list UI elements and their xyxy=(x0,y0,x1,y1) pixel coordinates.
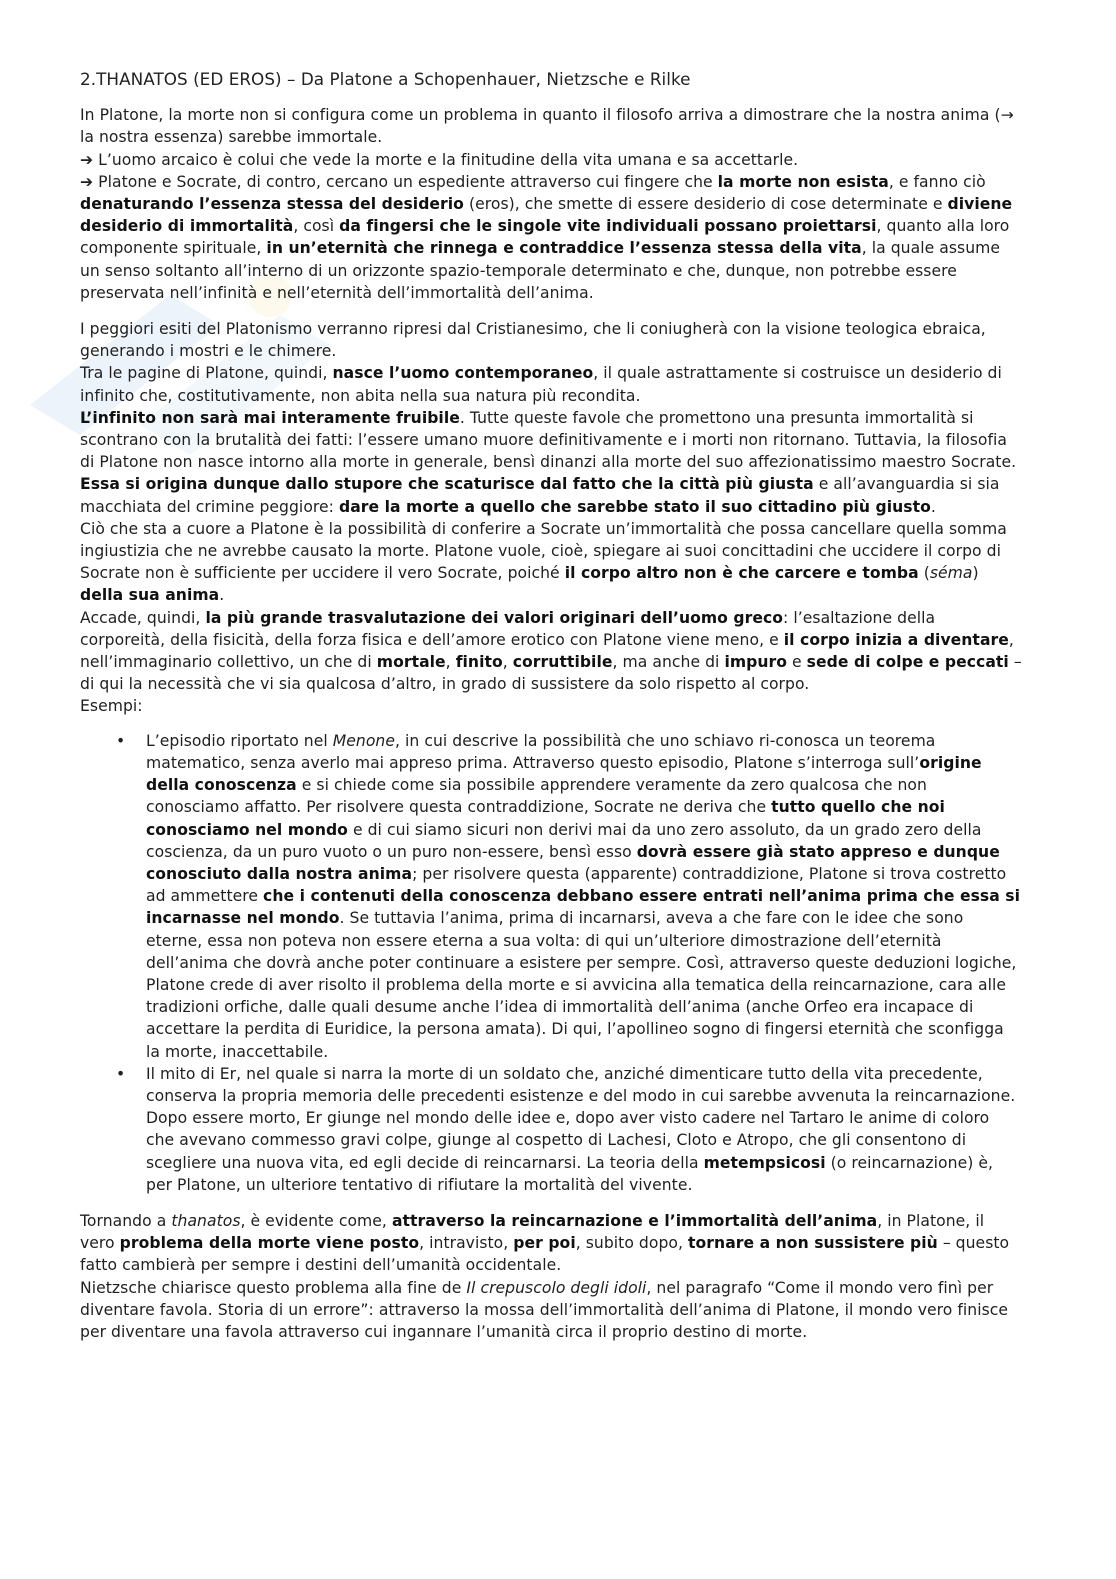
bold-text: tutto quello che noi conosciamo nel mondo xyxy=(146,798,945,839)
text: e all’avanguardia si sia macchiata del crimine peggiore: xyxy=(80,475,1000,516)
bold-text: nasce l’uomo contemporaneo xyxy=(332,364,594,383)
bold-text: da fingersi che le singole vite individuali possano proiettarsi xyxy=(339,217,877,236)
paragraph-platonism xyxy=(80,318,1022,718)
text: , nel paragrafo “Come il mondo vero finì per diventare favola. Storia di un errore”: attraverso la mossa dell’immortalità dell’anima di Platone, il mondo vero finisce per diventare una favola attraverso cui ingannare l’umanità circa il proprio destino di morte. xyxy=(80,1278,1009,1341)
bold-text: la morte non esista xyxy=(717,172,889,191)
text: Ciò che sta a cuore a Platone è la possibilità di conferire a Socrate un’immortalità che possa cancellare quella somma ingiustizia che ne avrebbe causato la morte. Platone vuole, cioè, spiegare ai suoi concittadini che uccidere il corpo di Socrate non è sufficiente per uccidere il vero Socrate, poiché xyxy=(80,519,1007,583)
text: . Se tuttavia l’anima, prima di incarnarsi, aveva a che fare con le idee che sono eterne, essa non poteva non essere eterna a sua volta: di qui un’ulteriore dimostrazione dell’eternità dell’anima che dovrà anche poter continuare a esistere per sempre. Così, attraverso queste deduzioni logiche, Platone crede di aver risolto il problema della morte e si avvicina alla tematica della reincarnazione, cara alle tradizioni orfiche, dalle quali desume anche l’idea di immortalità dell’anima (anche Orfeo era incapace di accettare la perdita di Euridice, la persona amata). Di qui, l’apollineo sogno di fingersi eternità che sconfigga la morte, inaccettabile. xyxy=(146,909,1017,1061)
text: . xyxy=(930,497,936,516)
bold-text: corruttibile xyxy=(512,653,613,672)
paragraph-contemporary-man xyxy=(80,362,1022,406)
bold-text: sede di colpe e peccati xyxy=(806,653,1009,672)
bold-text: impuro xyxy=(724,653,787,672)
text: ) xyxy=(972,564,979,583)
bold-text: il corpo altro non è che carcere e tomba xyxy=(564,564,919,583)
bold-text: per poi xyxy=(513,1234,576,1253)
text: L’episodio riportato nel xyxy=(146,731,333,750)
text: Accade, quindi, xyxy=(80,608,206,627)
text: Nietzsche chiarisce questo problema alla fine de xyxy=(80,1278,467,1297)
text: Tra le pagine di Platone, quindi, xyxy=(80,364,333,383)
text: L’uomo arcaico è colui che vede la morte e la finitudine della vita umana e sa accettarle. xyxy=(98,150,799,169)
bold-text: in un’eternità che rinnega e contraddice l’essenza stessa della vita xyxy=(266,239,862,258)
paragraph-thanatos xyxy=(80,1210,1022,1343)
examples-list xyxy=(80,730,1022,1196)
bold-text: la più grande trasvalutazione dei valori originari dell’uomo greco xyxy=(205,608,784,627)
italic-text: Menone xyxy=(332,731,396,750)
text: Tornando a xyxy=(80,1211,172,1230)
text: , intravisto, xyxy=(419,1234,514,1253)
bold-text: che i contenuti della conoscenza debbano essere entrati nell’anima prima che essa si incarnasse nel mondo xyxy=(146,887,1021,928)
document-page xyxy=(80,68,1022,1343)
paragraph-transvaluation xyxy=(80,607,1022,696)
examples-label: Esempi: xyxy=(80,697,143,716)
arrow-icon: ➔ xyxy=(80,150,99,169)
paragraph-socrates xyxy=(80,518,1022,607)
bold-text: denaturando l’essenza stessa del desiderio xyxy=(80,195,464,214)
text: . xyxy=(219,586,225,605)
bold-text: mortale xyxy=(376,653,446,672)
text: . Tutte queste favole che promettono una presunta immortalità si scontrano con la brutalità dei fatti: l’essere umano muore definitivamente e i morti non ritornano. Tuttavia, la filosofia di Platone non nasce intorno alla morte in generale, bensì dinanzi alla morte del suo affezionatissimo maestro Socrate. xyxy=(80,408,1017,472)
bold-text: della sua anima xyxy=(80,586,220,605)
bold-text: L’infinito non sarà mai interamente fruibile xyxy=(80,408,460,427)
bold-text: il corpo inizia a diventare xyxy=(783,630,1009,649)
italic-text: thanatos xyxy=(171,1211,241,1230)
paragraph-nietzsche xyxy=(80,1277,1022,1344)
arrow-icon: ➔ xyxy=(80,172,99,191)
bold-text: diviene desiderio di immortalità xyxy=(80,195,1013,236)
bold-text: metempsicosi xyxy=(703,1153,826,1172)
bold-text: problema della morte viene posto xyxy=(119,1234,420,1253)
paragraph-archaic-man xyxy=(80,149,1022,171)
text: (o reincarnazione) è, per Platone, un ulteriore tentativo di rifiutare la mortalità del vivente. xyxy=(146,1153,994,1194)
text: e xyxy=(787,653,807,672)
italic-text: séma xyxy=(929,564,973,583)
text: Il mito di Er, nel quale si narra la morte di un soldato che, anziché dimenticare tutto della vita precedente, conserva la propria memoria delle precedenti esistenze e del modo in cui sarebbe avvenuta la reincarnazione. Dopo essere morto, Er giunge nel mondo delle idee e, dopo aver visto cadere nel Tartaro le anime di coloro che avevano commesso gravi colpe, giunge al cospetto di Lachesi, Cloto e Atropo, che gli consentono di scegliere una nuova vita, ed egli decide di reincarnarsi. La teoria della xyxy=(146,1064,1016,1172)
text: e si chiede come sia possibile apprendere veramente da zero qualcosa che non conosciamo affatto. Per risolvere questa contraddizione, Socrate ne deriva che xyxy=(146,776,927,817)
text: , quanto alla loro componente spirituale, xyxy=(80,217,1010,258)
bold-text: attraverso la reincarnazione e l’immortalità dell’anima xyxy=(391,1211,878,1230)
italic-text: Il crepuscolo degli idoli xyxy=(466,1278,647,1297)
paragraph-intro xyxy=(80,104,1022,304)
text: Platone e Socrate, di contro, cercano un espediente attraverso cui fingere che xyxy=(98,172,718,191)
text: (eros), che smette di essere desiderio di cose determinate e xyxy=(463,195,948,214)
text: , xyxy=(502,653,513,672)
list-item-menone xyxy=(146,730,1022,1063)
bold-text: dare la morte a quello che sarebbe stato il suo cittadino più giusto xyxy=(338,497,931,516)
text: – questo fatto cambierà per sempre i destini dell’umanità occidentale. xyxy=(80,1234,1010,1275)
text: ; per risolvere questa (apparente) contraddizione, Platone si trova costretto ad ammettere xyxy=(146,864,1007,906)
text: , così xyxy=(293,217,340,236)
text: , in Platone, il vero xyxy=(80,1211,985,1253)
text: , è evidente come, xyxy=(240,1211,392,1230)
text: : l’esaltazione della corporeità, della fisicità, della forza fisica e dell’amore erotico con Platone viene meno, e xyxy=(80,608,936,649)
paragraph-conclusion xyxy=(80,1210,1022,1277)
bold-text: dovrà essere già stato appreso e dunque conosciuto dalla nostra anima xyxy=(146,842,1000,883)
document-heading: 2.THANATOS (ED EROS) – Da Platone a Schopenhauer, Nietzsche e Rilke xyxy=(80,69,691,89)
paragraph-infinite xyxy=(80,407,1022,518)
text: , in cui descrive la possibilità che uno schiavo ri-conosca un teorema matematico, senza averlo mai appreso prima. Attraverso questo episodio, Platone s’interroga sull’ xyxy=(146,731,936,772)
text: , il quale astrattamente si costruisce un desiderio di infinito che, costitutivamente, non abita nella sua natura più recondita. xyxy=(80,364,1002,405)
bold-text: finito xyxy=(455,653,503,672)
text: , xyxy=(445,653,456,672)
text: , ma anche di xyxy=(612,653,725,672)
paragraph-intro-line: In Platone, la morte non si configura come un problema in quanto il filosofo arriva a dimostrare che la nostra anima (→ la nostra essenza) sarebbe immortale. xyxy=(80,106,1014,147)
bold-text: tornare a non sussistere più xyxy=(688,1234,938,1253)
text: – di qui la necessità che vi sia qualcosa d’altro, in grado di sussistere da solo rispetto al corpo. xyxy=(80,653,1022,694)
paragraph-plato-socrates xyxy=(80,171,1022,304)
text: , la quale assume un senso soltanto all’interno di un orizzonte spazio-temporale determinato e che, dunque, non potrebbe essere preservata nell’infinità e nell’eternità dell’immortalità dell’anima. xyxy=(80,239,1001,302)
text: e di cui siamo sicuri non derivi mai da uno zero assoluto, da un grado zero della coscienza, da un puro vuoto o un puro non-essere, bensì esso xyxy=(146,820,982,861)
text: ( xyxy=(918,564,930,583)
bold-text: Essa si origina dunque dallo stupore che scaturisce dal fatto che la città più giusta xyxy=(80,475,814,494)
text: , nell’immaginario collettivo, un che di xyxy=(80,630,1014,672)
list-item-er xyxy=(146,1063,1022,1196)
text: , e fanno ciò xyxy=(888,172,986,191)
text: , subito dopo, xyxy=(575,1234,689,1253)
text: I peggiori esiti del Platonismo verranno ripresi dal Cristianesimo, che li coniugherà con la visione teologica ebraica, generando i mostri e le chimere. xyxy=(80,320,986,361)
bold-text: origine della conoscenza xyxy=(146,753,982,795)
